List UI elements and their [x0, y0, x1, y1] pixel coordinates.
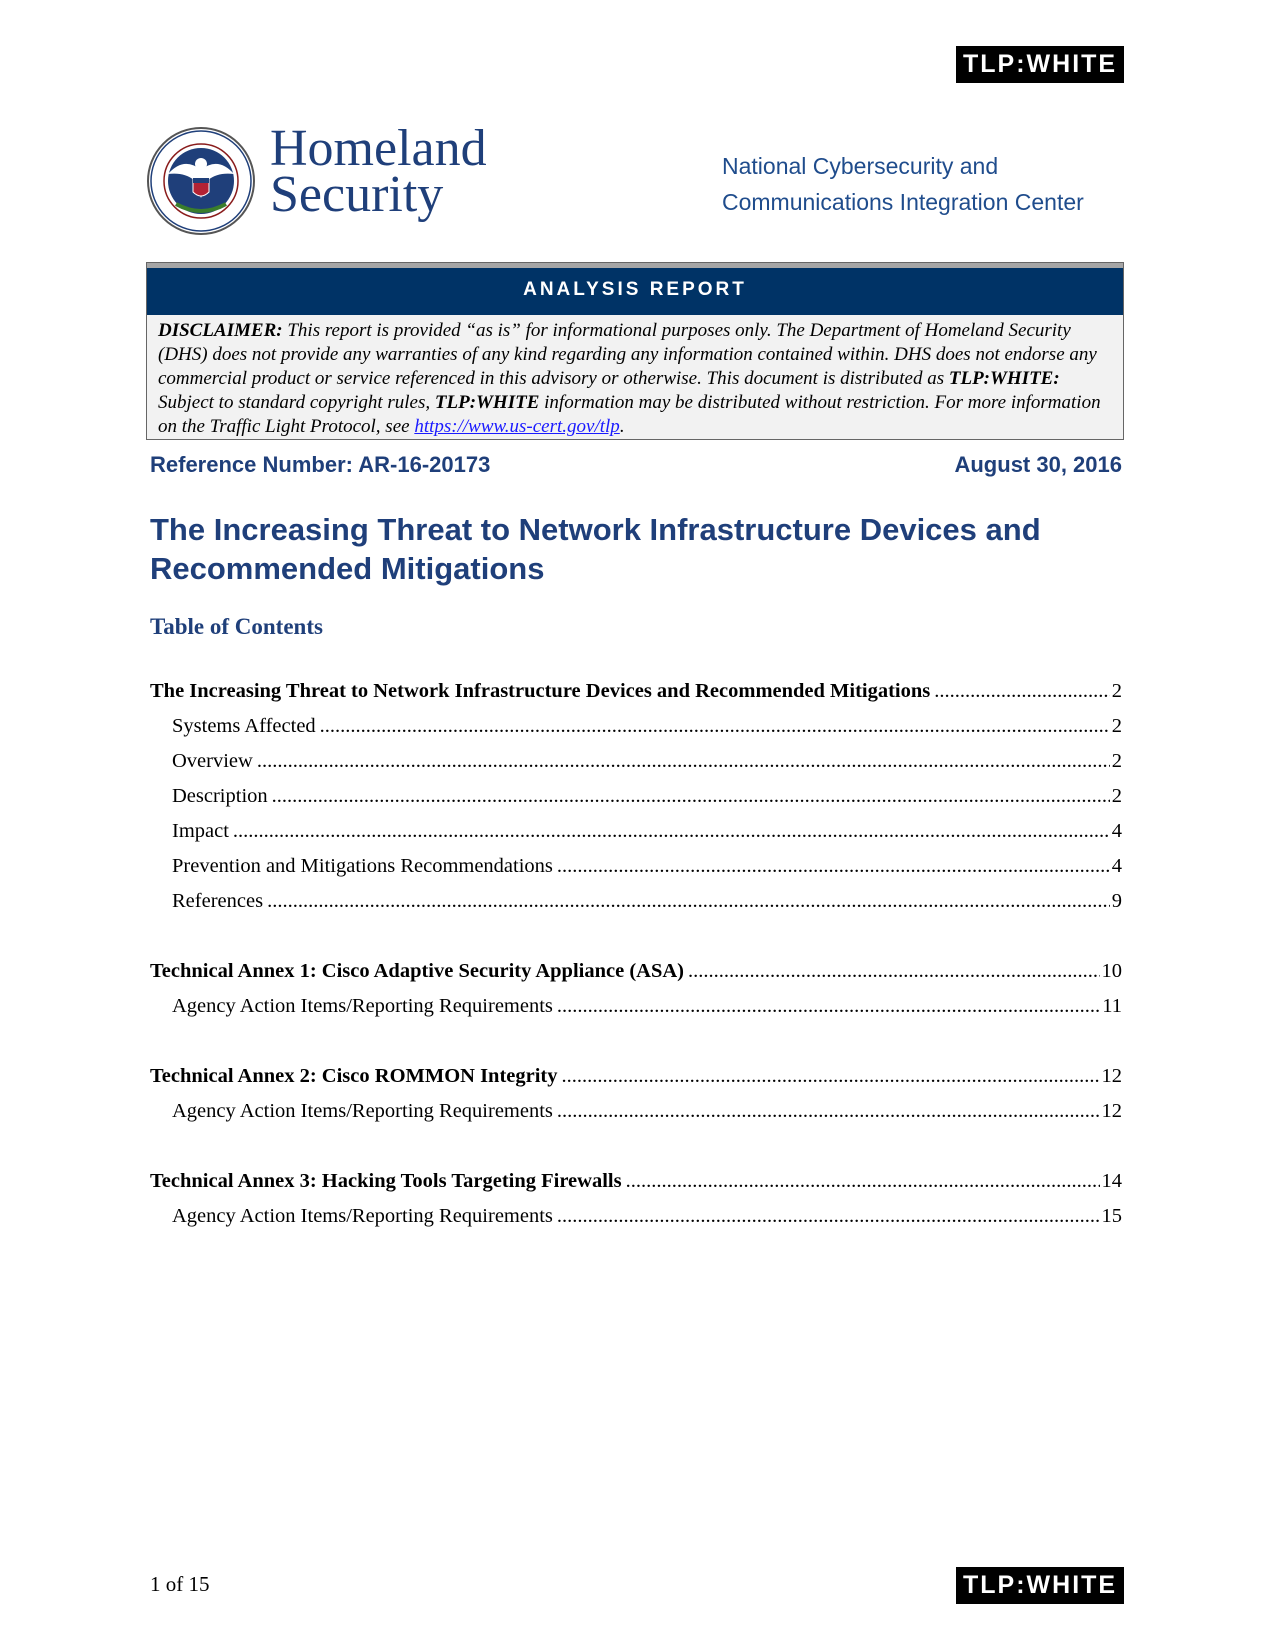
toc-dot-leader	[233, 817, 1110, 845]
reference-number: Reference Number: AR-16-20173	[150, 452, 491, 477]
toc-entry[interactable]	[150, 1062, 1122, 1090]
toc-entry-page: 12	[1101, 1100, 1122, 1122]
disclaimer-part-2: Subject to standard copyright rules,	[158, 392, 435, 413]
toc-entry-page: 4	[1111, 855, 1122, 877]
report-type-banner: ANALYSIS REPORT	[147, 263, 1123, 315]
dhs-seal-icon	[146, 126, 256, 236]
toc-dot-leader	[562, 1062, 1100, 1090]
toc-entry-page: 9	[1111, 890, 1122, 912]
dhs-wordmark	[270, 120, 487, 223]
toc-entry-title: Technical Annex 1: Cisco Adaptive Security Appliance (ASA)	[150, 960, 684, 982]
disclaimer-part-3: information may be distributed without restriction. For more information on the Traffic Light Protocol, see	[158, 392, 1101, 437]
toc-dot-leader	[257, 747, 1110, 775]
toc-entry[interactable]	[172, 817, 1122, 845]
disclaimer-text	[147, 315, 1123, 439]
toc-entry[interactable]	[172, 992, 1122, 1020]
toc-entry-page: 11	[1102, 995, 1122, 1017]
toc-entry-title: Agency Action Items/Reporting Requirements	[172, 995, 553, 1017]
report-date: August 30, 2016	[954, 452, 1122, 477]
toc-entry-title: Technical Annex 3: Hacking Tools Targeting Firewalls	[150, 1170, 622, 1192]
toc-entry-title: The Increasing Threat to Network Infrastructure Devices and Recommended Mitigations	[150, 680, 931, 702]
toc-entry-page: 4	[1111, 820, 1122, 842]
toc-entry[interactable]	[150, 677, 1122, 705]
disclaimer-part-1: This report is provided “as is” for informational purposes only. The Department of Homeland Security (DHS) does not provide any warranties of any kind regarding any information contained within. DHS does not endorse any commercial product or service referenced in this advisory or otherwise. This document is distributed as	[158, 320, 1097, 389]
report-header-box	[146, 262, 1124, 440]
toc-entry-title: Description	[172, 785, 268, 807]
tlp-marking-bottom: TLP:WHITE	[956, 1567, 1124, 1604]
toc-entry[interactable]	[172, 1202, 1122, 1230]
page-title: The Increasing Threat to Network Infrastructure Devices and Recommended Mitigations	[150, 512, 1041, 586]
toc-entry-title: Technical Annex 2: Cisco ROMMON Integrity	[150, 1065, 558, 1087]
toc-entry-title: References	[172, 890, 264, 912]
toc-entry-title: Overview	[172, 750, 253, 772]
toc-entry-title: Agency Action Items/Reporting Requirements	[172, 1205, 553, 1227]
toc-entry-page: 2	[1111, 680, 1122, 702]
disclaimer-tlp-1: TLP:WHITE:	[948, 368, 1060, 389]
page-number: 1 of 15	[150, 1572, 210, 1596]
organization-line-1: National Cybersecurity and	[722, 153, 999, 179]
toc-dot-leader	[626, 1167, 1100, 1195]
wordmark-line-1: Homeland	[270, 120, 487, 177]
toc-entry[interactable]	[172, 887, 1122, 915]
toc-dot-leader	[688, 957, 1100, 985]
dhs-logo	[146, 120, 526, 238]
disclaimer-tlp-2: TLP:WHITE	[434, 392, 540, 413]
toc-entry-page: 14	[1101, 1170, 1122, 1192]
toc-entry-title: Impact	[172, 820, 229, 842]
toc-entry-title: Systems Affected	[172, 715, 316, 737]
organization-name	[722, 148, 1084, 220]
toc-entry-page: 10	[1101, 960, 1122, 982]
toc-heading: Table of Contents	[150, 614, 323, 639]
toc-dot-leader	[557, 852, 1110, 880]
toc-entry-title: Prevention and Mitigations Recommendations	[172, 855, 553, 877]
toc-dot-leader	[557, 992, 1100, 1020]
toc-dot-leader	[557, 1202, 1100, 1230]
disclaimer-end: .	[619, 416, 625, 437]
toc-dot-leader	[320, 712, 1110, 740]
toc-entry-page: 2	[1111, 715, 1122, 737]
toc-dot-leader	[267, 887, 1110, 915]
toc-entry[interactable]	[172, 1097, 1122, 1125]
reference-row	[150, 452, 1122, 486]
toc-dot-leader	[934, 677, 1109, 705]
toc-dot-leader	[557, 1097, 1100, 1125]
toc-entry-page: 2	[1111, 750, 1122, 772]
toc-entry[interactable]	[150, 1167, 1122, 1195]
toc-entry-page: 12	[1101, 1065, 1122, 1087]
toc-entry[interactable]	[172, 782, 1122, 810]
toc-entry-page: 2	[1111, 785, 1122, 807]
toc-entry-page: 15	[1101, 1205, 1122, 1227]
tlp-link[interactable]: https://www.us-cert.gov/tlp	[414, 416, 620, 437]
wordmark-line-2: Security	[270, 166, 444, 223]
toc-entry[interactable]	[150, 957, 1122, 985]
toc-entry[interactable]	[172, 747, 1122, 775]
disclaimer-label: DISCLAIMER:	[158, 320, 283, 341]
toc-entry[interactable]	[172, 852, 1122, 880]
toc-entry[interactable]	[172, 712, 1122, 740]
organization-line-2: Communications Integration Center	[722, 189, 1084, 215]
toc-dot-leader	[272, 782, 1110, 810]
tlp-marking-top: TLP:WHITE	[956, 46, 1124, 83]
toc-entry-title: Agency Action Items/Reporting Requirements	[172, 1100, 553, 1122]
